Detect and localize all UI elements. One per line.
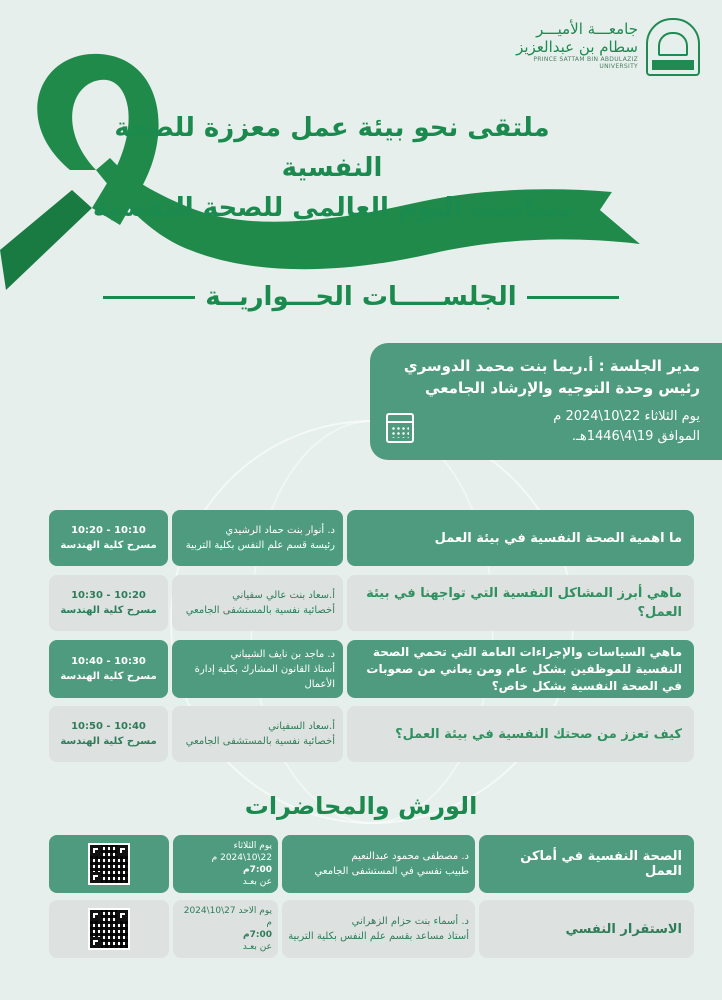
moderator-name: مدير الجلسة : أ.ريما بنت محمد الدوسري xyxy=(403,357,700,375)
heading-divider xyxy=(103,296,195,299)
workshop-datetime xyxy=(173,835,278,893)
heading-divider xyxy=(527,296,619,299)
session-row xyxy=(49,640,694,698)
time-range: 10:10 - 10:20 xyxy=(71,525,146,536)
session-speaker xyxy=(172,510,343,566)
university-name-en: PRINCE SATTAM BIN ABDULAZIZ UNIVERSITY xyxy=(533,56,638,70)
session-date xyxy=(553,407,700,447)
session-row xyxy=(49,706,694,762)
session-date-hijri: الموافق 19\4\1446هـ. xyxy=(571,429,700,444)
session-speaker xyxy=(172,706,343,762)
calendar-icon xyxy=(386,413,414,443)
sessions-heading xyxy=(0,282,722,312)
workshop-time: 7:00م xyxy=(243,930,272,940)
session-row xyxy=(49,575,694,631)
speaker-name: د. أنوار بنت حماد الرشيدي xyxy=(225,525,335,536)
university-name xyxy=(500,20,638,70)
speaker-title: أخصائية نفسية بالمستشفى الجامعي xyxy=(185,605,335,616)
session-time xyxy=(49,640,168,698)
event-title-line2: بمناسبة اليوم العالمي للصحة النفسية xyxy=(92,193,572,223)
venue: مسرح كلية الهندسة xyxy=(60,540,157,551)
time-range: 10:20 - 10:30 xyxy=(71,590,146,601)
speaker-name: أ.سعاد بنت عالي سفياني xyxy=(232,590,335,601)
university-name-line1: جامعـــة الأميـــر xyxy=(536,20,638,38)
workshop-topic: الاستقرار النفسي xyxy=(479,900,694,958)
workshop-mode: عن بعـد xyxy=(242,942,272,952)
workshop-mode: عن بعـد xyxy=(242,877,272,887)
speaker-title: أستاذ مساعد بقسم علم النفس بكلية التربية xyxy=(288,931,469,942)
workshop-qr-cell xyxy=(49,835,169,893)
session-speaker xyxy=(172,640,343,698)
workshop-qr-cell xyxy=(49,900,169,958)
speaker-title: رئيسة قسم علم النفس بكلية التربية xyxy=(185,540,335,551)
session-topic: كيف تعزز من صحتك النفسية في بيئة العمل؟ xyxy=(347,706,694,762)
sessions-heading-text: الجلســـــات الحـــواريــة xyxy=(205,282,517,312)
speaker-name: د. مصطفى محمود عبدالنعيم xyxy=(351,851,469,862)
university-emblem-icon xyxy=(646,18,700,76)
time-range: 10:30 - 10:40 xyxy=(71,656,146,667)
qr-code[interactable] xyxy=(88,843,130,885)
workshop-datetime xyxy=(173,900,278,958)
university-name-line2: سطام بن عبدالعزيز xyxy=(516,38,638,56)
session-topic: ماهي أبرز المشاكل النفسية التي تواجهنا في بيئة العمل؟ xyxy=(347,575,694,631)
session-date-gregorian: يوم الثلاثاء 22\10\2024 م xyxy=(553,409,700,424)
session-topic: ماهي السياسات والإجراءات العامة التي تحمي الصحة النفسية للموظفين بشكل عام ومن يعاني من صعوبات في الصحة النفسية بشكل خاص؟ xyxy=(347,640,694,698)
session-row xyxy=(49,510,694,566)
venue: مسرح كلية الهندسة xyxy=(60,736,157,747)
qr-code[interactable] xyxy=(88,908,130,950)
speaker-title: أخصائية نفسية بالمستشفى الجامعي xyxy=(185,736,335,747)
venue: مسرح كلية الهندسة xyxy=(60,605,157,616)
workshop-speaker xyxy=(282,835,475,893)
session-time xyxy=(49,575,168,631)
session-time xyxy=(49,510,168,566)
session-speaker xyxy=(172,575,343,631)
speaker-title: أستاذ القانون المشارك بكلية إدارة الأعمال xyxy=(194,663,335,690)
workshop-date: يوم الثلاثاء 22\10\2024 م xyxy=(211,841,272,863)
speaker-title: طبيب نفسي في المستشفى الجامعي xyxy=(314,866,469,877)
workshop-row xyxy=(49,835,694,893)
event-title-line1: ملتقى نحو بيئة عمل معززة للصحة النفسية xyxy=(114,113,550,183)
speaker-name: د. ماجد بن نايف الشيباني xyxy=(230,648,335,660)
moderator-role: رئيس وحدة التوجيه والإرشاد الجامعي xyxy=(425,379,700,397)
session-topic: ما اهمية الصحة النفسية في بيئة العمل xyxy=(347,510,694,566)
workshop-speaker xyxy=(282,900,475,958)
moderator-card xyxy=(370,343,722,460)
speaker-name: أ.سعاد السفياني xyxy=(268,721,335,732)
workshop-time: 7:00م xyxy=(243,865,272,875)
session-time xyxy=(49,706,168,762)
speaker-name: د. أسماء بنت حزام الزهراني xyxy=(351,916,469,927)
time-range: 10:40 - 10:50 xyxy=(71,721,146,732)
workshop-date: يوم الاحد 27\10\2024 م xyxy=(183,906,272,928)
workshop-row xyxy=(49,900,694,958)
workshops-heading: الورش والمحاضرات xyxy=(244,792,478,820)
university-logo xyxy=(500,18,700,80)
event-title xyxy=(72,108,592,228)
venue: مسرح كلية الهندسة xyxy=(60,671,157,682)
workshop-topic: الصحة النفسية في أماكن العمل xyxy=(479,835,694,893)
